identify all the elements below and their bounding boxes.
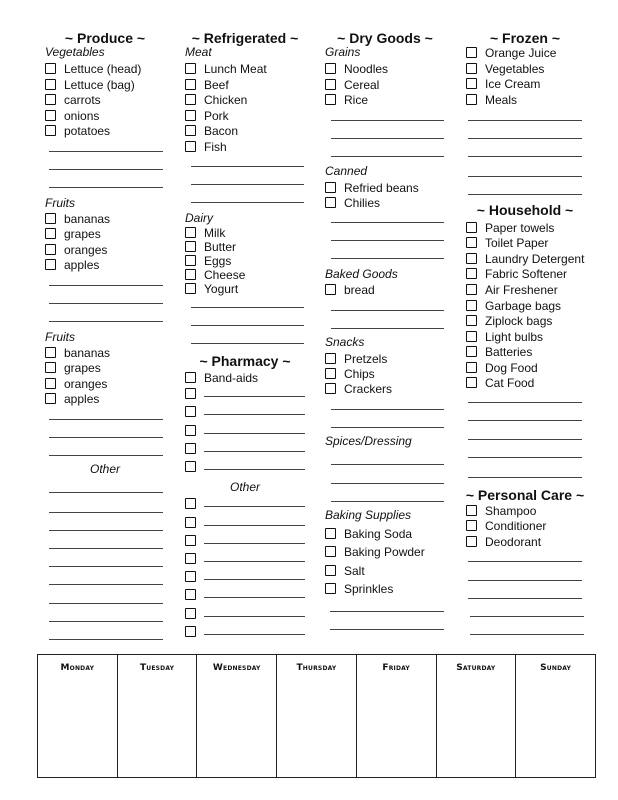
checkbox[interactable] [325,79,336,90]
heading-frozen: ~ Frozen ~ [489,30,561,46]
checkbox[interactable] [185,227,196,238]
write-in-line[interactable] [331,258,444,259]
item-label: Lettuce (head) [64,61,142,76]
item-label: Air Freshener [485,282,558,297]
item-label: Paper towels [485,220,555,235]
write-in-line[interactable] [468,477,582,478]
write-in-line[interactable] [204,543,305,544]
checkbox[interactable] [45,244,56,255]
item-label: Meals [485,92,518,107]
checkbox[interactable] [185,425,196,436]
write-in-line[interactable] [204,616,305,617]
write-in-line[interactable] [468,580,582,581]
item-label: Band-aids [204,370,259,385]
write-in-line[interactable] [49,419,163,420]
write-in-line[interactable] [468,439,582,440]
write-in-line[interactable] [49,584,163,585]
list-item[interactable] [466,298,561,313]
checkbox[interactable] [185,571,196,582]
subheading-snacks: Snacks [325,335,365,349]
item-label: Cat Food [485,375,535,390]
subheading-grains: Grains [325,45,361,59]
checkbox[interactable] [45,393,56,404]
list-item[interactable] [185,139,227,154]
item-label: Ice Cream [485,76,541,91]
item-label: Conditioner [485,518,547,533]
table-row [38,655,596,778]
day-cell-saturday[interactable]: Saturday [436,655,516,778]
day-cell-monday[interactable]: Monday [38,655,118,778]
checkbox[interactable] [45,259,56,270]
item-label: Eggs [204,253,232,268]
checkbox-write-in[interactable] [185,461,305,472]
checkbox[interactable] [185,269,196,280]
write-in-line[interactable] [204,396,305,397]
checkbox[interactable] [466,94,477,105]
checkbox[interactable] [185,443,196,454]
subheading-canned: Canned [325,164,368,178]
checkbox[interactable] [466,520,477,531]
item-label: Salt [344,563,365,578]
item-label: potatoes [64,123,111,138]
write-in-line[interactable] [49,603,163,604]
subheading-fruits: Fruits [45,196,75,210]
item-label: Chips [344,366,375,381]
checkbox[interactable] [185,79,196,90]
list-item[interactable] [466,251,584,266]
item-label: Light bulbs [485,329,544,344]
write-in-line[interactable] [204,525,305,526]
item-label: Deodorant [485,534,542,549]
list-item[interactable] [185,92,247,107]
checkbox[interactable] [325,546,336,557]
write-in-line[interactable] [468,402,582,403]
checkbox[interactable] [185,626,196,637]
subheading-other: Other [229,480,260,494]
item-label: oranges [64,376,108,391]
checkbox[interactable] [466,346,477,357]
write-in-line[interactable] [204,561,305,562]
checkbox[interactable] [466,253,477,264]
item-label: bananas [64,211,111,226]
checkbox[interactable] [325,63,336,74]
write-in-line[interactable] [204,634,305,635]
write-in-line[interactable] [191,343,304,344]
write-in-line[interactable] [331,409,444,410]
write-in-line[interactable] [204,597,305,598]
write-in-line[interactable] [331,501,444,502]
checkbox[interactable] [185,94,196,105]
write-in-line[interactable] [331,120,444,121]
write-in-line[interactable] [468,156,582,157]
checkbox[interactable] [466,268,477,279]
write-in-line[interactable] [331,222,444,223]
item-label: Batteries [485,344,533,359]
item-label: Dog Food [485,360,538,375]
list-item[interactable] [466,76,540,91]
write-in-line[interactable] [49,492,163,493]
checkbox[interactable] [185,241,196,252]
item-label: Toilet Paper [485,235,549,250]
checkbox[interactable] [325,94,336,105]
list-item[interactable] [185,239,236,254]
checkbox[interactable] [45,347,56,358]
heading-dry-goods: ~ Dry Goods ~ [337,30,433,46]
list-item[interactable] [185,123,238,138]
checkbox[interactable] [185,406,196,417]
checkbox-write-in[interactable] [185,608,305,619]
checkbox[interactable] [325,383,336,394]
write-in-line[interactable] [331,240,444,241]
write-in-line[interactable] [330,611,444,612]
write-in-line[interactable] [331,138,444,139]
heading-household: ~ Household ~ [476,202,574,218]
list-item[interactable] [45,226,101,241]
item-label: Vegetables [485,61,545,76]
subheading-meat: Meat [185,45,212,59]
write-in-line[interactable] [331,427,444,428]
item-label: apples [64,391,100,406]
list-item[interactable] [325,581,393,596]
checkbox[interactable] [325,284,336,295]
list-item[interactable] [45,77,135,92]
list-item[interactable] [45,123,110,138]
item-label: Butter [204,239,237,254]
checkbox[interactable] [325,353,336,364]
list-item[interactable] [466,92,517,107]
checkbox[interactable] [185,517,196,528]
checkbox-write-in[interactable] [185,626,305,637]
checkbox[interactable] [45,79,56,90]
write-in-line[interactable] [191,325,304,326]
checkbox[interactable] [185,141,196,152]
checkbox[interactable] [45,63,56,74]
subheading-vegetables: Vegetables [45,45,105,59]
checkbox[interactable] [466,47,477,58]
day-cell-thursday[interactable]: Thursday [277,655,357,778]
checkbox[interactable] [466,536,477,547]
checkbox[interactable] [466,284,477,295]
write-in-line[interactable] [331,483,444,484]
list-item[interactable] [45,345,110,360]
write-in-line[interactable] [468,598,582,599]
list-item[interactable] [466,534,541,549]
item-label: Ziplock bags [485,313,553,328]
write-in-line[interactable] [468,120,582,121]
item-label: grapes [64,226,101,241]
list-item[interactable] [325,563,365,578]
list-item[interactable] [45,92,101,107]
list-item[interactable] [325,92,368,107]
checkbox[interactable] [325,182,336,193]
list-item[interactable] [45,108,99,123]
list-item[interactable] [325,381,392,396]
checkbox[interactable] [325,528,336,539]
write-in-line[interactable] [468,176,582,177]
list-item[interactable] [466,235,548,250]
item-label: Cheese [204,267,246,282]
write-in-line[interactable] [49,437,163,438]
write-in-line[interactable] [49,169,163,170]
item-label: Shampoo [485,503,537,518]
checkbox[interactable] [45,362,56,373]
write-in-line[interactable] [49,639,163,640]
checkbox[interactable] [466,377,477,388]
list-item[interactable] [466,61,544,76]
checkbox[interactable] [185,388,196,399]
write-in-line[interactable] [331,328,444,329]
heading-pharmacy: ~ Pharmacy ~ [199,353,291,369]
item-label: apples [64,257,100,272]
write-in-line[interactable] [49,566,163,567]
checkbox-write-in[interactable] [185,571,305,582]
write-in-line[interactable] [468,138,582,139]
item-label: Fish [204,139,227,154]
day-cell-tuesday[interactable]: Tuesday [117,655,197,778]
item-label: Refried beans [344,180,419,195]
checkbox[interactable] [466,362,477,373]
checkbox[interactable] [45,94,56,105]
list-item[interactable] [185,225,225,240]
item-label: oranges [64,242,108,257]
list-item[interactable] [466,45,556,60]
write-in-line[interactable] [49,321,163,322]
write-in-line[interactable] [49,512,163,513]
list-item[interactable] [466,344,532,359]
checkbox[interactable] [185,535,196,546]
list-item[interactable] [185,281,238,296]
write-in-line[interactable] [49,530,163,531]
checkbox[interactable] [466,63,477,74]
list-item[interactable] [325,195,380,210]
list-item[interactable] [45,211,110,226]
item-label: Yogurt [204,281,239,296]
write-in-line[interactable] [204,433,305,434]
item-label: carrots [64,92,101,107]
item-label: Chicken [204,92,248,107]
list-item[interactable] [466,313,552,328]
write-in-line[interactable] [191,307,304,308]
checkbox[interactable] [45,125,56,136]
write-in-line[interactable] [470,634,584,635]
write-in-line[interactable] [49,151,163,152]
list-item[interactable] [185,370,258,385]
checkbox-write-in[interactable] [185,406,305,417]
item-label: Noodles [344,61,389,76]
item-label: Baking Soda [344,526,413,541]
list-item[interactable] [45,360,101,375]
write-in-line[interactable] [468,194,582,195]
item-label: Orange Juice [485,45,557,60]
list-item[interactable] [325,526,412,541]
item-label: Pork [204,108,229,123]
checkbox-write-in[interactable] [185,589,305,600]
subheading-dairy: Dairy [185,211,214,225]
write-in-line[interactable] [331,310,444,311]
day-cell-friday[interactable]: Friday [356,655,436,778]
write-in-line[interactable] [468,561,582,562]
write-in-line[interactable] [49,548,163,549]
checkbox[interactable] [185,283,196,294]
checkbox[interactable] [185,608,196,619]
list-item[interactable] [466,266,567,281]
checkbox[interactable] [45,213,56,224]
subheading-other: Other [89,462,120,476]
weekly-planner-table [37,654,596,778]
item-label: bananas [64,345,111,360]
item-label: Fabric Softener [485,266,568,281]
checkbox[interactable] [466,237,477,248]
checkbox-write-in[interactable] [185,443,305,454]
list-item[interactable] [185,253,231,268]
write-in-line[interactable] [49,285,163,286]
write-in-line[interactable] [468,420,582,421]
item-label: Lunch Meat [204,61,267,76]
list-item[interactable] [466,329,543,344]
checkbox[interactable] [466,315,477,326]
item-label: Garbage bags [485,298,562,313]
item-label: Baking Powder [344,544,425,559]
checkbox[interactable] [185,589,196,600]
item-label: Milk [204,225,226,240]
checkbox[interactable] [45,378,56,389]
checkbox[interactable] [185,553,196,564]
list-item[interactable] [45,242,107,257]
item-label: Laundry Detergent [485,251,585,266]
checkbox-write-in[interactable] [185,388,305,399]
item-label: Rice [344,92,369,107]
checkbox-write-in[interactable] [185,498,305,509]
heading-produce: ~ Produce ~ [64,30,146,46]
list-item[interactable] [185,61,267,76]
day-cell-wednesday[interactable]: Wednesday [197,655,277,778]
write-in-line[interactable] [331,156,444,157]
list-item[interactable] [185,77,229,92]
item-label: bread [344,282,375,297]
checkbox[interactable] [466,300,477,311]
list-item[interactable] [325,351,387,366]
heading-personal-care: ~ Personal Care ~ [465,487,585,503]
checkbox[interactable] [185,372,196,383]
list-item[interactable] [185,108,229,123]
item-label: Cereal [344,77,380,92]
subheading-baked-goods: Baked Goods [325,267,398,281]
write-in-line[interactable] [49,187,163,188]
checkbox[interactable] [185,110,196,121]
item-label: Bacon [204,123,239,138]
item-label: Lettuce (bag) [64,77,135,92]
checkbox[interactable] [185,461,196,472]
list-item[interactable] [325,544,425,559]
checkbox[interactable] [325,565,336,576]
list-item[interactable] [45,376,107,391]
write-in-line[interactable] [204,451,305,452]
subheading-spices-dressing: Spices/Dressing [325,434,412,448]
checkbox[interactable] [185,63,196,74]
heading-refrigerated: ~ Refrigerated ~ [191,30,299,46]
checkbox[interactable] [185,125,196,136]
write-in-line[interactable] [191,166,304,167]
list-item[interactable] [466,503,536,518]
list-item[interactable] [185,267,245,282]
write-in-line[interactable] [191,202,304,203]
checkbox-write-in[interactable] [185,517,305,528]
checkbox[interactable] [466,222,477,233]
write-in-line[interactable] [204,506,305,507]
write-in-line[interactable] [204,414,305,415]
item-label: Sprinkles [344,581,394,596]
list-item[interactable] [45,257,99,272]
list-item[interactable] [466,360,538,375]
write-in-line[interactable] [191,184,304,185]
item-label: Chilies [344,195,381,210]
subheading-fruits-2: Fruits [45,330,75,344]
subheading-baking-supplies: Baking Supplies [325,508,412,522]
checkbox[interactable] [466,505,477,516]
checkbox[interactable] [45,110,56,121]
list-item[interactable] [466,220,554,235]
list-item[interactable] [466,375,534,390]
write-in-line[interactable] [49,303,163,304]
checkbox[interactable] [185,498,196,509]
checkbox[interactable] [185,255,196,266]
list-item[interactable] [45,61,141,76]
checkbox-write-in[interactable] [185,535,305,546]
checkbox[interactable] [325,368,336,379]
write-in-line[interactable] [204,469,305,470]
item-label: Crackers [344,381,393,396]
write-in-line[interactable] [204,579,305,580]
item-label: Pretzels [344,351,388,366]
checkbox[interactable] [45,228,56,239]
list-item[interactable] [325,282,375,297]
checkbox[interactable] [466,78,477,89]
list-item[interactable] [45,391,99,406]
write-in-line[interactable] [49,621,163,622]
checkbox-write-in[interactable] [185,425,305,436]
list-item[interactable] [325,61,388,76]
checkbox-write-in[interactable] [185,553,305,564]
list-item[interactable] [325,77,379,92]
write-in-line[interactable] [330,629,444,630]
list-item[interactable] [325,366,375,381]
write-in-line[interactable] [331,464,444,465]
item-label: onions [64,108,100,123]
item-label: grapes [64,360,101,375]
write-in-line[interactable] [470,616,584,617]
checkbox[interactable] [325,197,336,208]
item-label: Beef [204,77,229,92]
list-item[interactable] [466,518,546,533]
write-in-line[interactable] [49,455,163,456]
list-item[interactable] [466,282,558,297]
list-item[interactable] [325,180,419,195]
day-cell-sunday[interactable]: Sunday [516,655,596,778]
checkbox[interactable] [466,331,477,342]
write-in-line[interactable] [468,457,582,458]
checkbox[interactable] [325,583,336,594]
